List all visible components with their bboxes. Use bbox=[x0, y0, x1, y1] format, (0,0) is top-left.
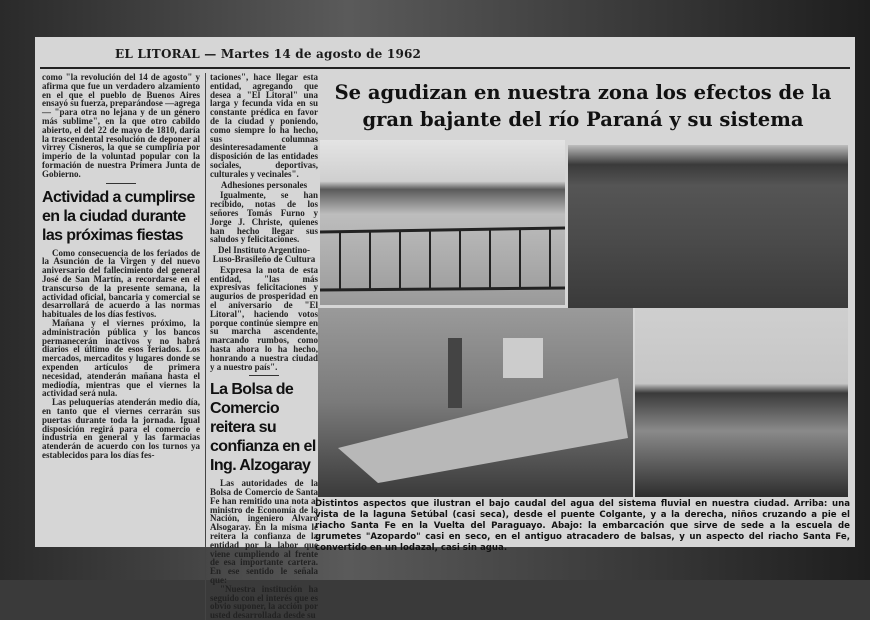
paragraph: Las autoridades de la Bolsa de Comercio de Santa Fe han remitido una nota al ministro de Economía de la Nación, ingeniero Alvaro Alsogaray. En la misma le reitera la confianza de la entidad por la labor que viene cumpliendo al frente de esa importante cartera. En ese sentido le señala que: bbox=[210, 478, 318, 586]
subheading: Del Instituto Argentino-Luso-Brasileño de Cultura bbox=[212, 245, 316, 264]
paragraph: taciones", hace llegar esta entidad, agregando que desea a "El Litoral" una larga y fecunda vida en su constante prédica en favor de la ciudad y poniendo, como siempre lo ha hecho, sus columnas desinteresadamente a disposición de las entidades sociales, deportivas, culturales y vecinales". bbox=[210, 72, 318, 179]
column-1 bbox=[42, 73, 200, 460]
photo-children-crossing bbox=[568, 145, 848, 308]
paragraph: Igualmente, se han recibido, notas de los señores Tomás Furno y Jorge J. Christe, quienes han hecho llegar sus saludos y felicitaciones. bbox=[210, 190, 318, 245]
newspaper-page bbox=[35, 37, 855, 620]
paragraph: "Nuestra institución ha seguido con el interés que es obvio suponer, la acción por usted desarrollada desde su bbox=[210, 583, 318, 620]
paragraph: Expresa la nota de esta entidad, "las más expresivas felicitaciones y augurios de prosperidad en el aniversario de "El Litoral", haciendo votos porque continúe siempre en su marcha ascendente, marcando rumbos, como hasta ahora lo ha hecho, honrando a nuestra ciudad y a nuestro país". bbox=[210, 264, 318, 372]
article-headline: La Bolsa de Comercio reitera su confianza en el Ing. Alzogaray bbox=[210, 381, 316, 475]
subheading: Adhesiones personales bbox=[220, 179, 308, 190]
photo-caption: Distintos aspectos que ilustran el bajo caudal del agua del sistema fluvial en nuestra ciudad. Arriba: una vista de la laguna Setúbal (casi seca), desde el puente Colgante, y a la derecha, niños cruzando a pie el riacho Santa Fe en la Vuelta del Paraguayo. Abajo: la embarcación que sirve de sede a la escuela de grumetes "Azopardo" casi en seco, en el antiguo atracadero de balsas, y un aspecto del riacho Santa Fe, convertido en un lodazal, casi sin agua. bbox=[315, 499, 850, 553]
divider bbox=[106, 183, 136, 184]
article-headline: Actividad a cumplirse en la ciudad durante las próximas fiestas bbox=[42, 188, 195, 244]
column-2 bbox=[205, 73, 318, 620]
photo-ship-azopardo bbox=[318, 308, 633, 497]
ship-graphic bbox=[318, 308, 633, 497]
paragraph: como "la revolución del 14 de agosto" y afirma que fue un verdadero alzamiento en el que el pueblo de Buenos Aires ensayó su fuerza, preparándose —agrega— "para otra no lejana y de un género más sublime", en la que otro cabildo abierto, el del 22 de mayo de 1810, daría la trascendental resolución de deponer al virrey Cisneros, la que se cumpliría por imperio de la voluntad popular con la formación de nuestra Primera Junta de Gobierno. bbox=[42, 72, 200, 179]
paragraph: Las peluquerías atenderán medio día, en tanto que el viernes cerrarán sus puertas durante toda la jornada. Igual disposición regirá para el comercio e industria en general y las farmacias atenderán de acuerdo con los turnos ya establecidos para los días fes- bbox=[42, 397, 200, 460]
paragraph: Como consecuencia de los feriados de la Asunción de la Virgen y del nuevo aniversario del fallecimiento del general José de San Martín, a recordarse en el transcurso de la presente semana, la actividad oficial, bancaria y comercial se desarrollará de acuerdo a las normas habituales de los días festivos. bbox=[42, 247, 200, 320]
masthead: EL LITORAL — Martes 14 de agosto de 1962 bbox=[115, 47, 422, 61]
photo-riacho-santa-fe bbox=[635, 308, 848, 497]
photo-laguna-setubal bbox=[320, 140, 565, 305]
header-rule bbox=[40, 67, 850, 69]
railing-graphic bbox=[320, 140, 565, 305]
divider bbox=[249, 375, 279, 376]
paragraph: Mañana y el viernes próximo, la administración pública y los bancos permanecerán inactivos y no habrá diarios el último de esos feriados. Los mercados, mercaditos y lugares donde se expenden artículos de primera necesidad, atenderán mañana hasta el mediodía, mientras que el viernes la actividad será nula. bbox=[42, 317, 200, 399]
main-headline: Se agudizan en nuestra zona los efectos de la gran bajante del río Paraná y su sistema bbox=[334, 81, 832, 131]
